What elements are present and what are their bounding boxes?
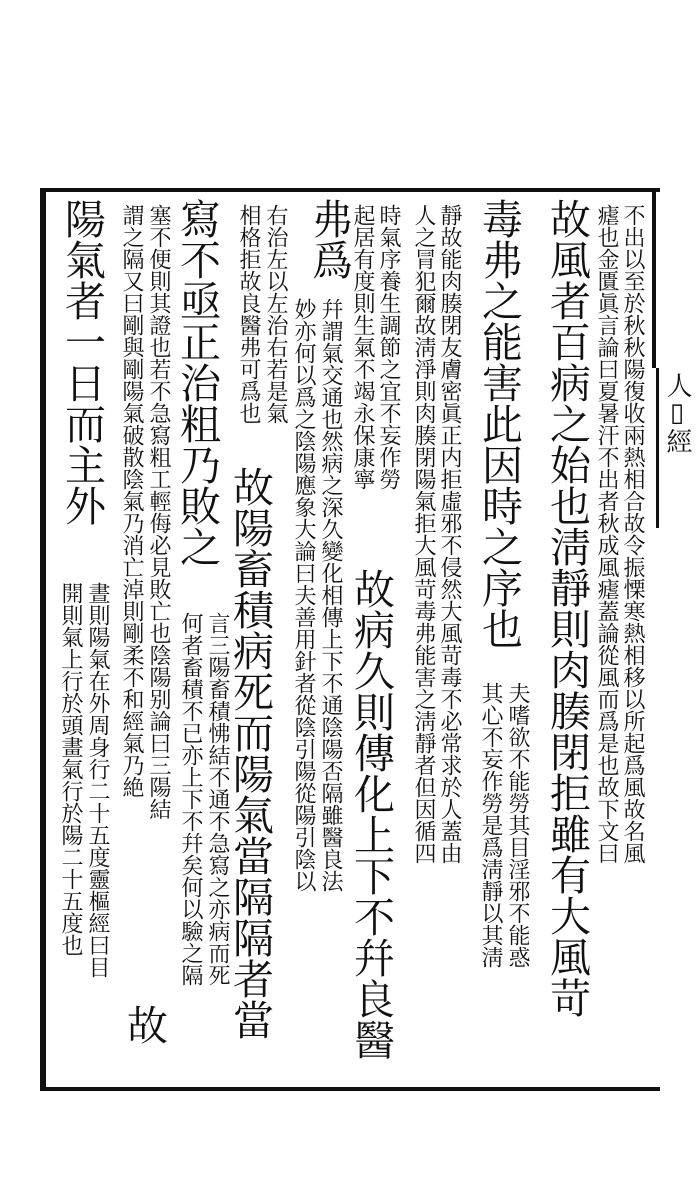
text-column-small: 幷謂氣交通也然病之深久變化相傳上下不通陰陽否隔雖醫良法	[318, 298, 343, 892]
text-column-small: 夫嗜欲不能勞其目淫邪不能惑	[505, 682, 530, 968]
text-column-large: 弗爲	[305, 198, 353, 280]
text-column-small: 其心不妄作勞是爲淸靜以其淸	[478, 682, 503, 968]
text-column-small: 妙亦何以爲之陰陽應象大論曰夫善用針者從陰引陽從陽引陰以	[291, 298, 316, 892]
text-column-large: 寫不亟正治粗乃敗之	[173, 198, 221, 567]
text-column-small: 晝則陽氣在外周身行二十五度靈樞經曰目	[85, 582, 110, 978]
text-column-small: 開則氣上行於頭畫氣行於陽二十五度也	[58, 582, 83, 956]
text-column-small: 右治左以左治右若是氣	[263, 204, 288, 424]
text-column-large: 毒弗之能害此因時之序也	[475, 198, 523, 649]
text-column-small: 塞不便則其證也若不急寫粗工輕侮必見敗亡也陰陽别論曰三陽結	[146, 204, 171, 820]
text-column-large: 陽氣者一日而主外	[58, 198, 106, 526]
text-column-small: 起居有度則生氣不竭永保康寧	[350, 204, 375, 490]
text-column-small: 時氣序養生調節之宜不妄作勞	[376, 204, 401, 490]
text-column-small: 言三陽畜積怫結不通不急寫之亦病而死	[205, 612, 230, 986]
text-column-small: 不出以至於秋秋陽復收兩熱相合故令振慄寒熱相移以所起爲風故名風	[620, 204, 645, 864]
text-column-large: 故陽畜積病死而陽氣當隔隔者當	[226, 466, 274, 1040]
text-column-small: 何者畜積不已亦上下不幷矣何以驗之隔	[178, 612, 203, 986]
right-border-rule	[652, 188, 656, 368]
text-column-large: 故風者百病之始也淸靜則肉腠閉拒雖有大風苛	[543, 198, 591, 1018]
text-column-small: 人之冐犯爾故淸淨則肉腠閉陽氣拒大風苛毒弗能害之淸靜者但因循四	[411, 204, 436, 864]
margin-title: 人▯經	[662, 372, 692, 454]
text-column-small: 靜故能肉腠閉友膚密眞正内拒虛邪不侵然大風苛毒不必常求於人蓋由	[437, 204, 462, 864]
text-column-small: 相格拒故良醫弗可爲也	[236, 204, 261, 424]
text-column-large: 故	[120, 1004, 168, 1045]
text-column-small: 瘧也金匱眞言論曰夏暑汗不出者秋成風瘧蓋論從風而爲是也故下文曰	[594, 204, 619, 864]
text-column-large: 故病久則傳化上下不幷良醫	[347, 568, 395, 1060]
text-column-small: 謂之隔又曰剛與剛陽氣破散陰氣乃消亡淖則剛柔不和經氣乃絶	[119, 204, 144, 798]
